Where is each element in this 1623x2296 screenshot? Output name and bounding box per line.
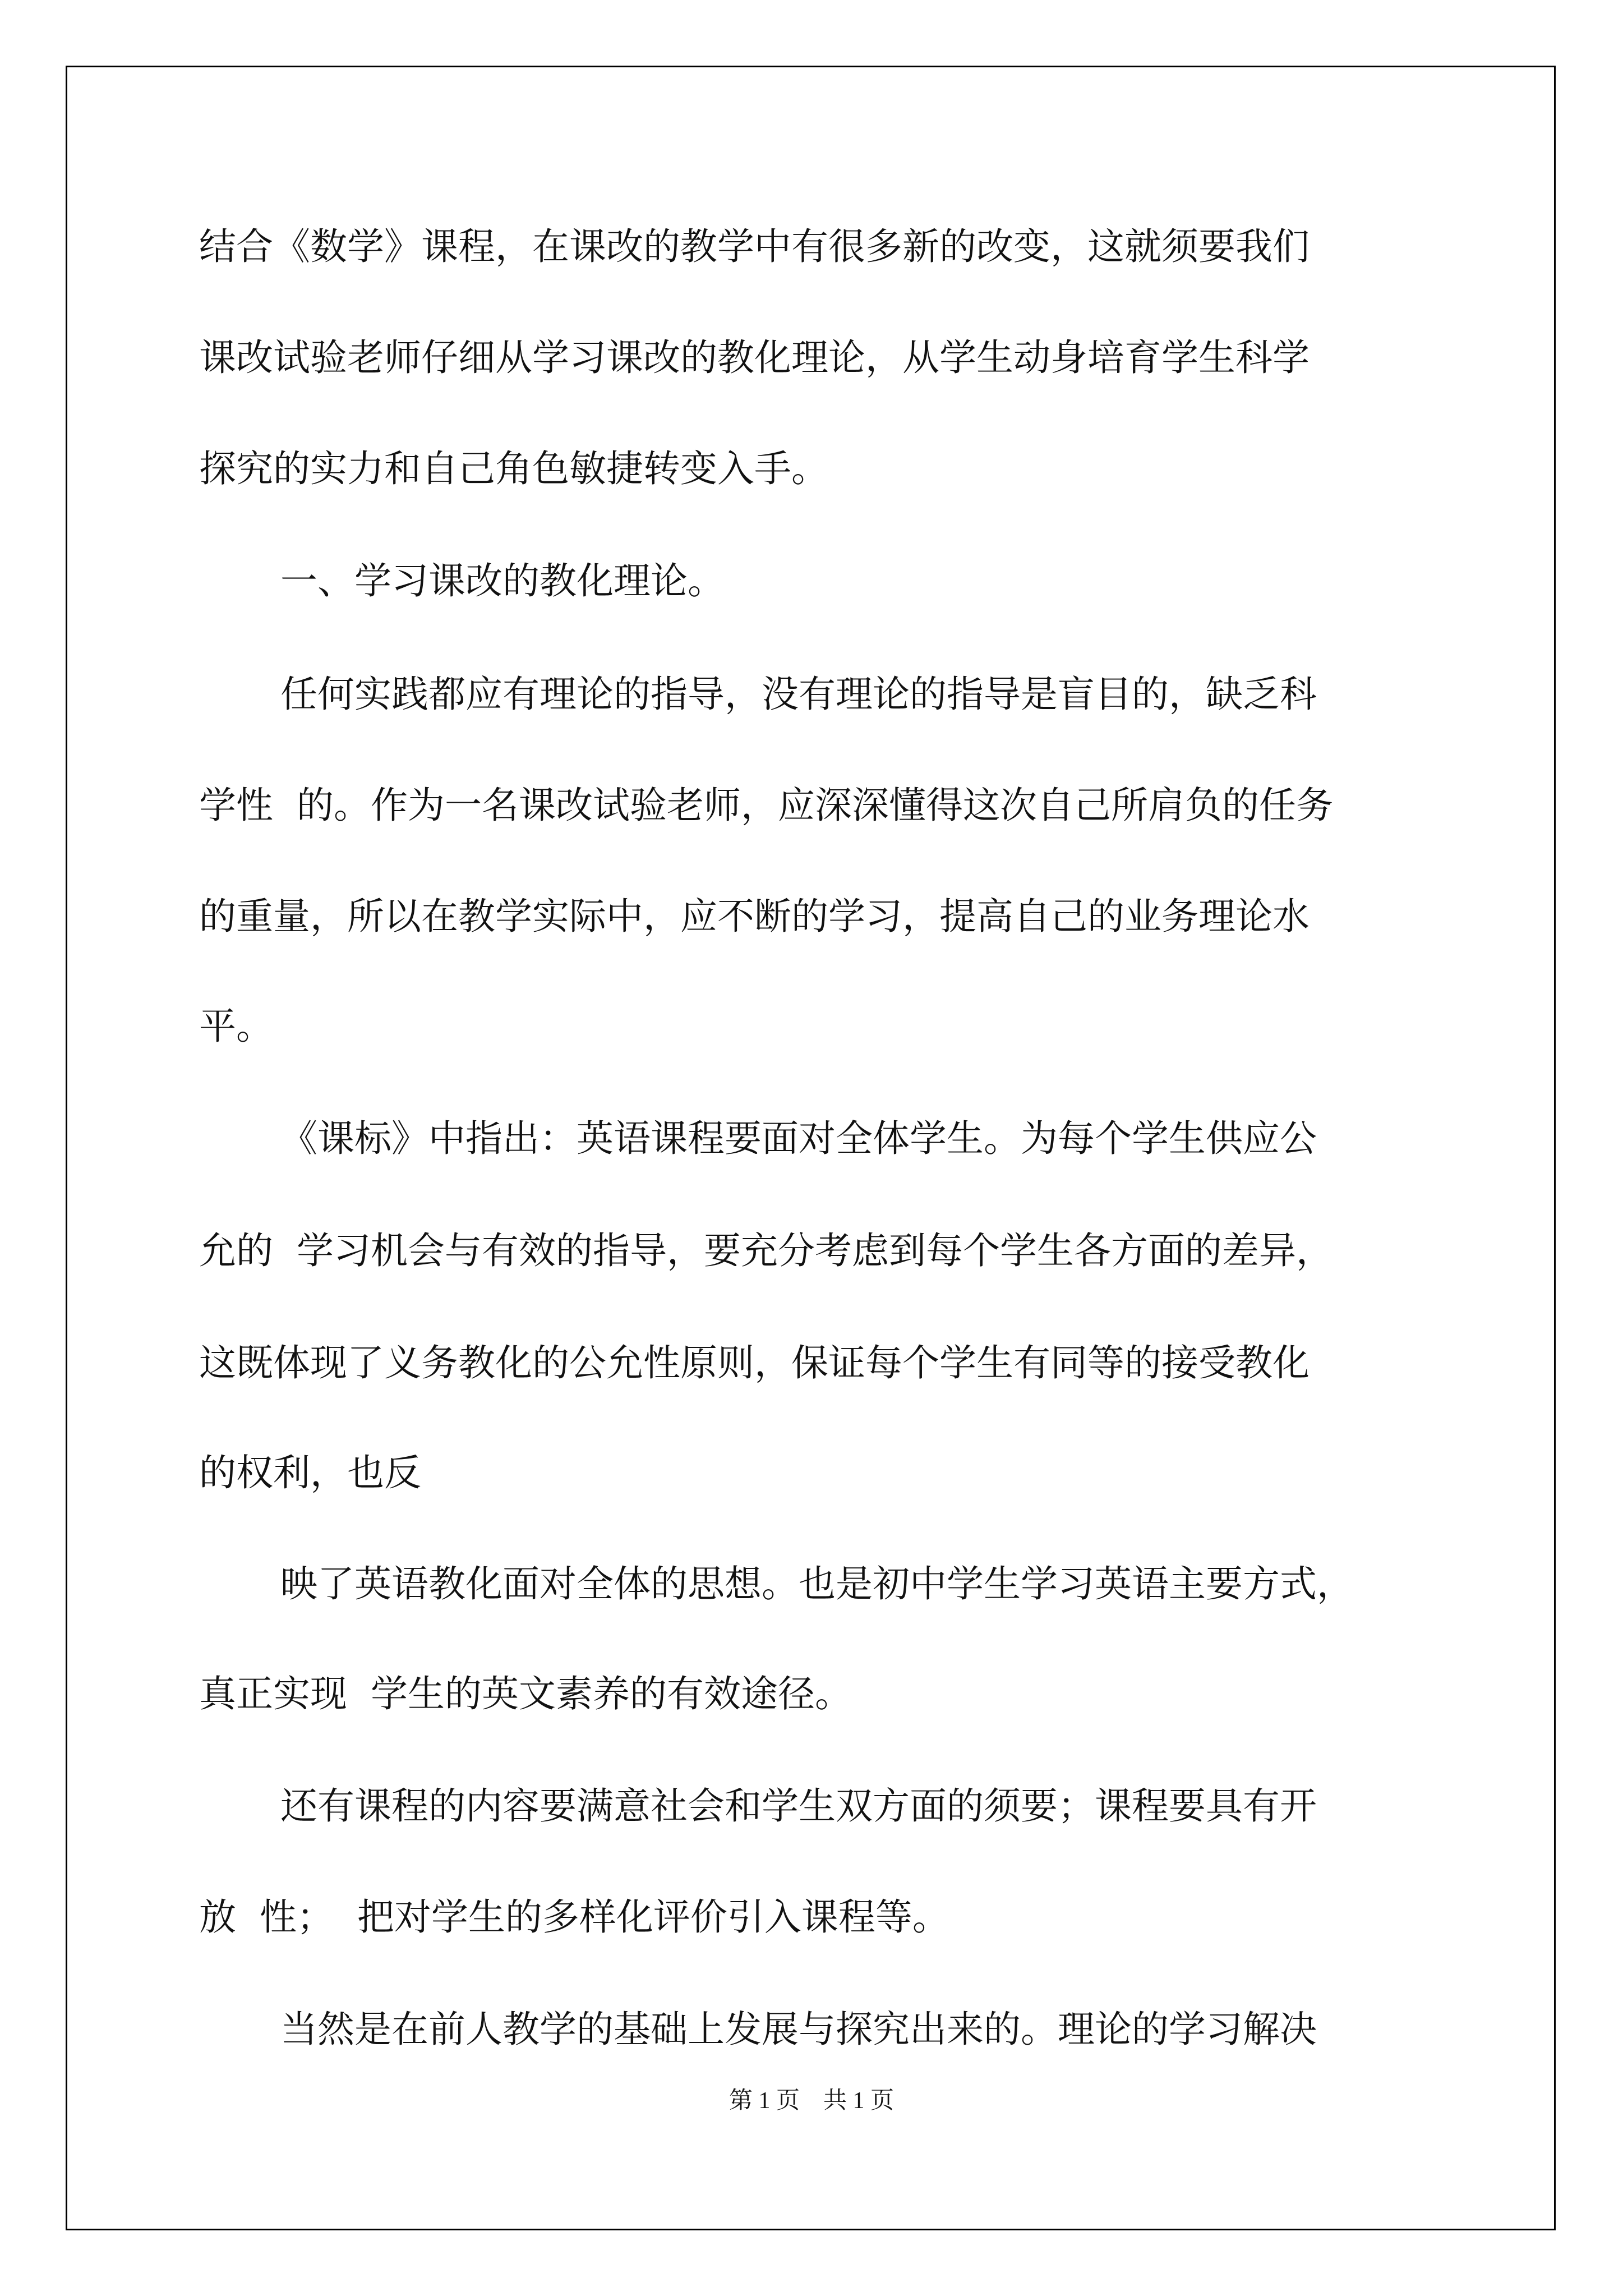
text-line: 放 性； 把对学生的多样化评价引入课程等。 [199, 1895, 949, 1939]
text-line: 这既体现了义务教化的公允性原则，保证每个学生有同等的接受教化 [199, 1341, 1310, 1384]
text-line: 探究的实力和自己角色敏捷转变入手。 [199, 447, 828, 490]
text-line: 课改试验老师仔细从学习课改的教化理论，从学生动身培育学生科学 [199, 336, 1310, 379]
text-line: 的权利，也反 [199, 1451, 421, 1494]
text-line: 的重量，所以在教学实际中，应不断的学习，提高自己的业务理论水 [199, 895, 1310, 938]
text-line: 平。 [199, 1005, 273, 1048]
text-line: 允的 学习机会与有效的指导，要充分考虑到每个学生各方面的差异， [199, 1229, 1333, 1272]
text-line: 映了英语教化面对全体的思想。也是初中学生学习英语主要方式， [280, 1562, 1354, 1605]
text-line: 当然是在前人教学的基础上发展与探究出来的。理论的学习解决 [280, 2008, 1317, 2051]
text-line: 真正实现 学生的英文素养的有效途径。 [199, 1672, 852, 1715]
text-line: 结合《数学》课程，在课改的教学中有很多新的改变，这就须要我们 [199, 225, 1310, 268]
text-line: 任何实践都应有理论的指导，没有理论的指导是盲目的，缺乏科 [280, 673, 1317, 716]
section-heading: 一、学习课改的教化理论。 [280, 559, 725, 602]
page-number-footer: 第 1 页 共 1 页 [728, 2088, 894, 2114]
text-line: 还有课程的内容要满意社会和学生双方面的须要；课程要具有开 [280, 1784, 1317, 1828]
text-line: 《课标》中指出：英语课程要面对全体学生。为每个学生供应公 [280, 1117, 1317, 1160]
text-line: 学性 的。作为一名课改试验老师，应深深懂得这次自己所肩负的任务 [199, 784, 1333, 827]
